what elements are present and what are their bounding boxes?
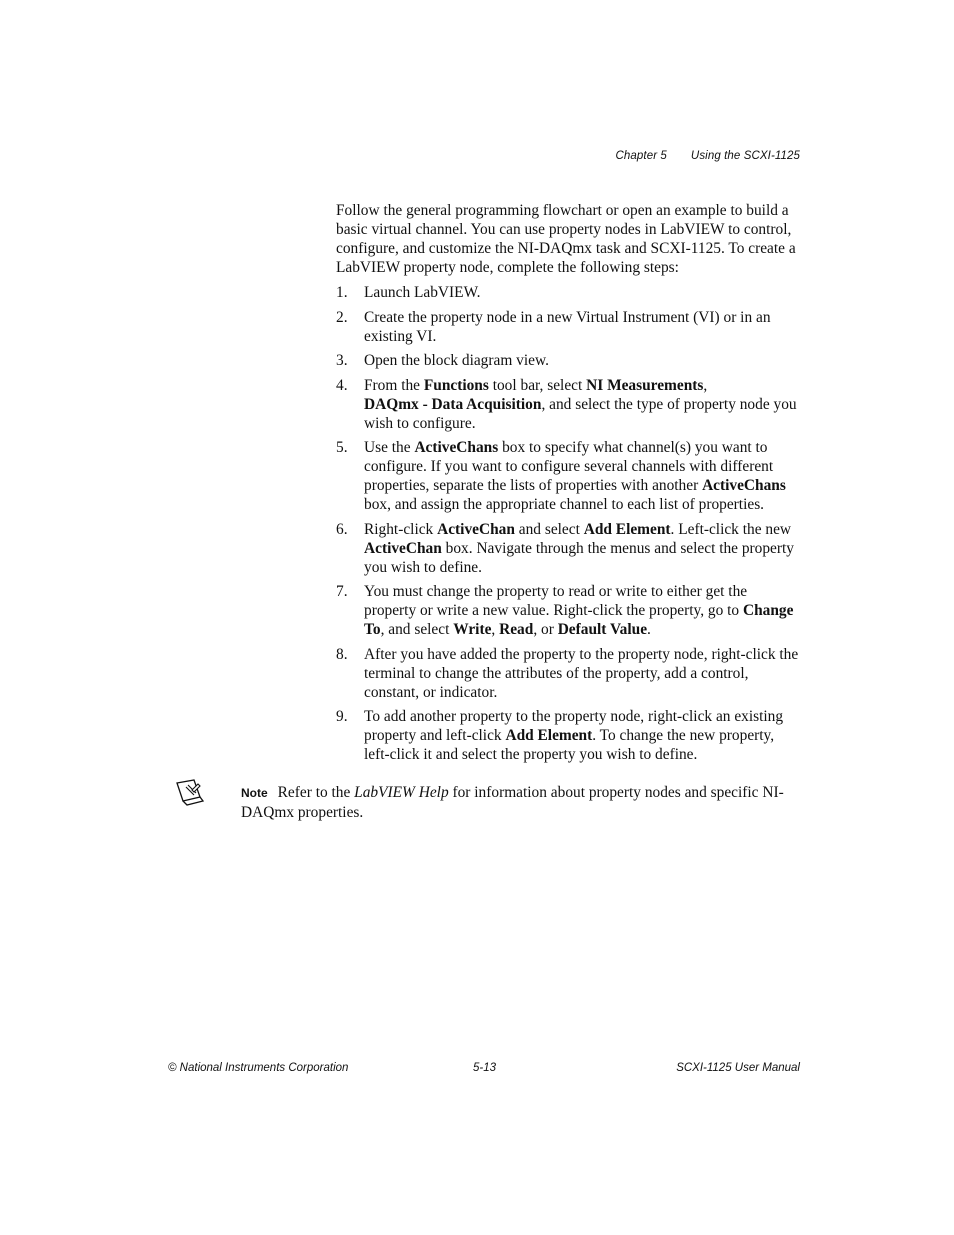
step-number: 1. xyxy=(336,284,348,301)
note-text-before: Refer to the xyxy=(277,784,355,801)
intro-paragraph: Follow the general programming flowchart or open an example to build a basic virtual channel. You can use property nodes in LabVIEW to control, configure, and customize the NI-DAQmx task and SCXI-1125. To create a LabVIEW property node, complete the following steps: xyxy=(336,202,796,276)
step-text: . xyxy=(647,621,651,638)
note-block xyxy=(241,783,801,822)
step-item xyxy=(336,351,802,370)
step-bold-term: Default Value xyxy=(557,621,648,638)
step-text: Use the xyxy=(364,439,415,456)
footer-manual-title: SCXI-1125 User Manual xyxy=(676,1062,800,1074)
note-icon xyxy=(174,778,206,808)
steps-list xyxy=(336,283,802,764)
step-number: 5. xyxy=(336,439,348,456)
step-text: , and select xyxy=(380,621,454,638)
step-text: After you have added the property to the property node, right-click the terminal to change the attributes of the property, add a control, constant, or indicator. xyxy=(364,645,799,701)
step-bold-term: Functions xyxy=(423,376,489,394)
step-item xyxy=(336,520,802,577)
step-bold-term: ActiveChan xyxy=(437,520,515,538)
step-number: 2. xyxy=(336,308,348,326)
step-text: Open the block diagram view. xyxy=(364,352,549,369)
step-bold-term: ActiveChans xyxy=(702,477,786,494)
step-text: Create the property node in a new Virtual Instrument (VI) or in an existing VI. xyxy=(364,308,771,345)
step-text: box, and assign the appropriate channel to each list of properties. xyxy=(364,496,765,513)
step-number: 3. xyxy=(336,352,348,369)
body-content xyxy=(336,201,802,770)
step-text: To add another property to the property node, right-click an existing property and left-click xyxy=(364,708,784,744)
step-text: Right-click xyxy=(364,520,438,538)
step-number: 4. xyxy=(336,376,348,394)
step-text: tool bar, select xyxy=(488,376,587,394)
step-bold-term: Change To xyxy=(364,602,794,638)
step-text: , xyxy=(703,376,708,394)
step-bold-term: Write xyxy=(453,621,492,638)
step-item xyxy=(336,645,802,702)
note-label: Note xyxy=(241,786,268,800)
running-header xyxy=(616,150,800,162)
step-text: . Left-click the new xyxy=(670,520,792,538)
step-text: , xyxy=(491,621,500,638)
step-number: 6. xyxy=(336,520,348,538)
note-text-after: for information about property nodes and specific NI-DAQmx properties. xyxy=(241,784,784,821)
step-number: 7. xyxy=(336,583,348,600)
step-item xyxy=(336,438,802,514)
step-item xyxy=(336,308,802,346)
step-text: . To change the new property, left-click it and select the property you wish to define. xyxy=(364,727,775,763)
step-text: You must change the property to read or write to either get the property or write a new value. Right-click the property, go to xyxy=(364,583,748,619)
step-item xyxy=(336,283,802,302)
footer-copyright: © National Instruments Corporation xyxy=(168,1062,349,1074)
step-text: , or xyxy=(533,621,558,638)
step-bold-term: DAQmx - Data Acquisition xyxy=(364,395,542,413)
note-link-labview-help: LabVIEW Help xyxy=(354,784,449,801)
step-bold-term: ActiveChan xyxy=(364,539,442,557)
step-text: box to specify what channel(s) you want to configure. If you want to configure several channels with different properties, separate the lists of properties with another xyxy=(364,439,774,494)
step-text: , and select the type of property node you wish to configure. xyxy=(364,395,797,432)
step-item xyxy=(336,582,802,639)
header-title: Using the SCXI-1125 xyxy=(690,150,800,162)
step-bold-term: Read xyxy=(499,621,534,638)
step-item xyxy=(336,707,802,764)
step-text: Launch LabVIEW. xyxy=(364,284,481,301)
step-bold-term: Add Element xyxy=(583,520,671,538)
step-number: 8. xyxy=(336,645,348,663)
step-text: From the xyxy=(364,376,424,394)
step-text: box. Navigate through the menus and select the property you wish to define. xyxy=(364,539,794,576)
header-chapter: Chapter 5 xyxy=(615,150,667,162)
step-bold-term: Add Element xyxy=(505,727,593,744)
step-number: 9. xyxy=(336,708,348,725)
step-item xyxy=(336,376,802,433)
step-bold-term: NI Measurements xyxy=(586,376,704,394)
step-bold-term: ActiveChans xyxy=(414,439,499,456)
footer-page-number: 5-13 xyxy=(473,1062,497,1074)
step-text: and select xyxy=(514,520,584,538)
